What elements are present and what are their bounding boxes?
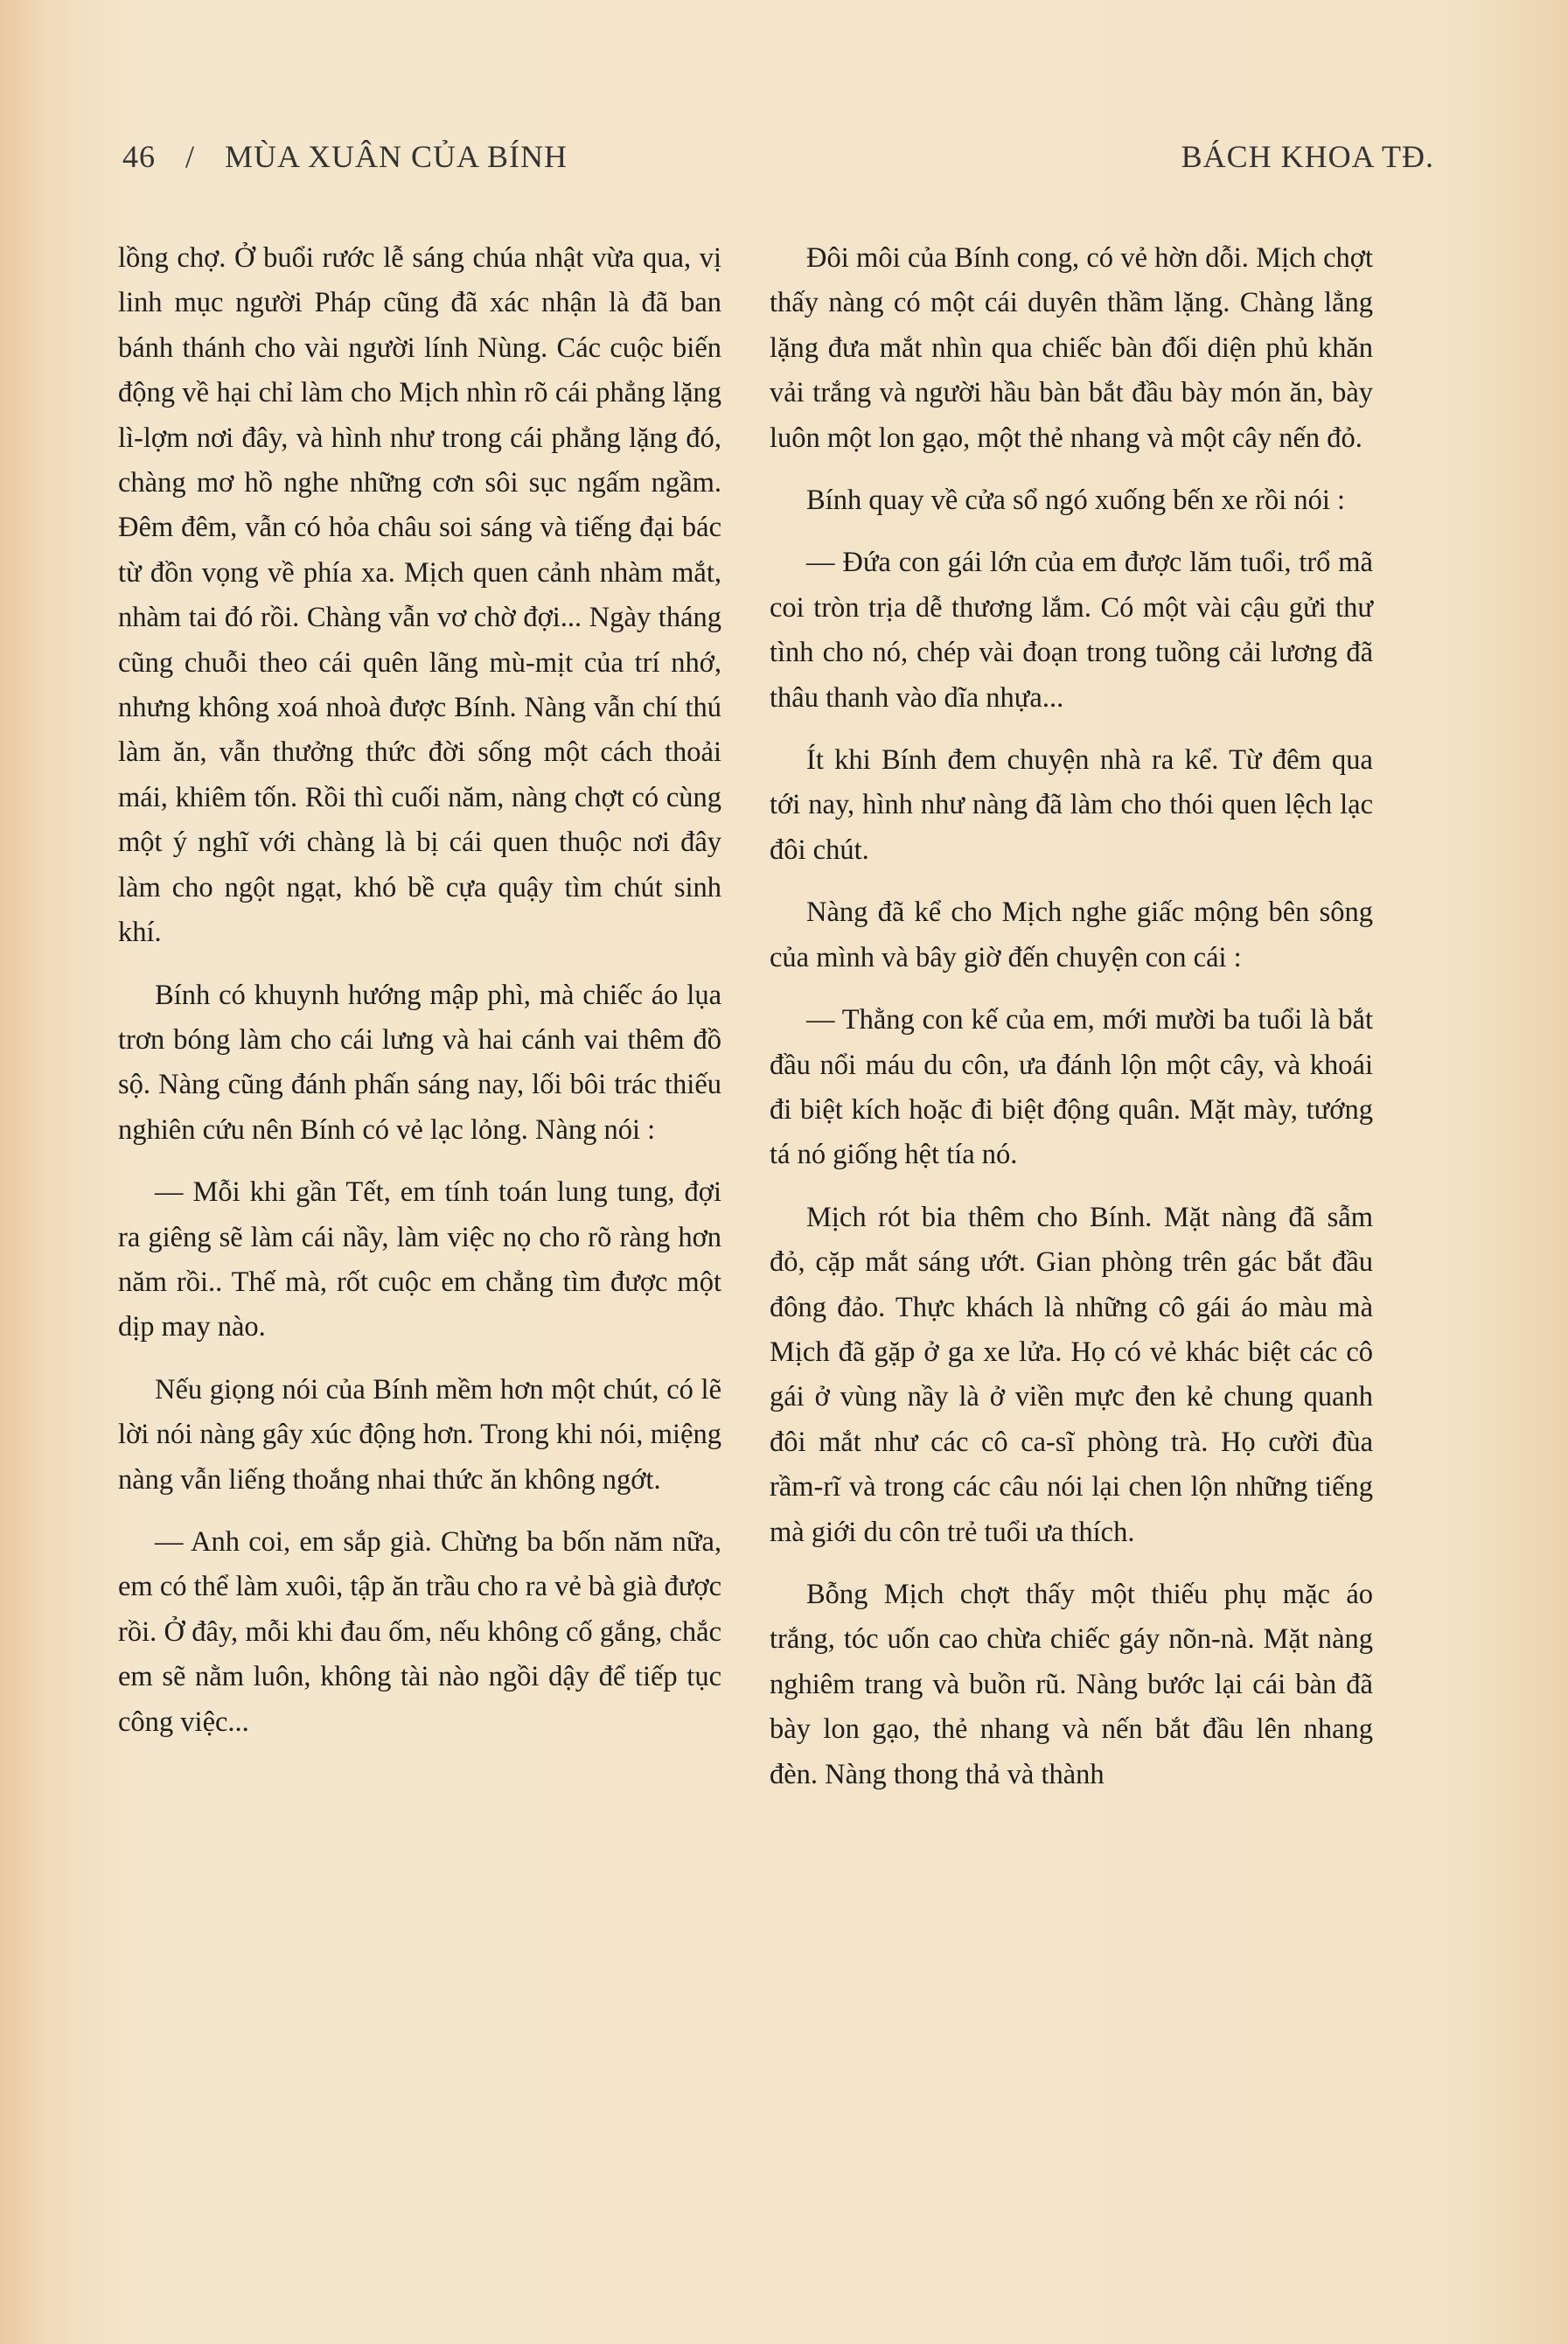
dialogue-paragraph: — Thằng con kế của em, mới mười ba tuổi là bắt đầu nổi máu du côn, ưa đánh lộn một cây, và khoái đi biệt kích hoặc đi biệt động quân. Mặt mày, tướng tá nó giống hệt tía nó.	[770, 1004, 1373, 1171]
left-column	[118, 236, 721, 1762]
paragraph: Nếu giọng nói của Bính mềm hơn một chút, có lẽ lời nói nàng gây xúc động hơn. Trong khi nói, miệng nàng vẫn liếng thoắng nhai thức ăn không ngớt.	[118, 1373, 721, 1496]
dialogue-paragraph: — Mỗi khi gần Tết, em tính toán lung tung, đợi ra giêng sẽ làm cái nầy, làm việc nọ cho rõ ràng hơn năm rồi.. Thế mà, rốt cuộc em chẳng tìm được một dịp may nào.	[118, 1176, 721, 1343]
paragraph: lồng chợ. Ở buổi rước lễ sáng chúa nhật vừa qua, vị linh mục người Pháp cũng đã xác nhận là đã ban bánh thánh cho vài người lính Nùng. Các cuộc biến động về hại chỉ làm cho Mịch nhìn rõ cái phẳng lặng lì-lợm nơi đây, và hình như trong cái phẳng lặng đó, chàng mơ hồ nghe những cơn sôi sục ngấm ngầm. Đêm đêm, vẫn có hỏa châu soi sáng và tiếng đại bác từ đồn vọng về phía xa. Mịch quen cảnh nhàm mắt, nhàm tai đó rồi. Chàng vẫn vơ chờ đợi... Ngày tháng cũng chuỗi theo cái quên lãng mù-mịt của trí nhớ, nhưng không xoá nhoà được Bính. Nàng vẫn chí thú làm ăn, vẫn thưởng thức đời sống một cách thoải mái, khiêm tốn. Rồi thì cuối năm, nàng chợt có cùng một ý nghĩ với chàng là bị cái quen thuộc nơi đây làm cho ngột ngạt, khó bề cựa quậy tìm chút sinh khí.	[118, 242, 721, 949]
dialogue-paragraph: — Anh coi, em sắp già. Chừng ba bốn năm nữa, em có thể làm xuôi, tập ăn trầu cho ra vẻ bà già được rồi. Ở đây, mỗi khi đau ốm, nếu không cố gắng, chắc em sẽ nằm luôn, không tài nào ngồi dậy để tiếp tục công việc...	[118, 1525, 721, 1738]
paragraph: Nàng đã kể cho Mịch nghe giấc mộng bên sông của mình và bây giờ đến chuyện con cái :	[770, 896, 1373, 973]
right-column	[770, 236, 1373, 1815]
magazine-name: BÁCH KHOA TĐ.	[1181, 139, 1434, 174]
header-separator: /	[185, 139, 196, 174]
paragraph: Ít khi Bính đem chuyện nhà ra kể. Từ đêm qua tới nay, hình như nàng đã làm cho thói quen lệch lạc đôi chút.	[770, 744, 1373, 866]
header-left	[122, 138, 589, 175]
paragraph: Bỗng Mịch chợt thấy một thiếu phụ mặc áo trắng, tóc uốn cao chừa chiếc gáy nõn-nà. Mặt nàng nghiêm trang và buồn rũ. Nàng bước lại cái bàn đã bày lon gạo, thẻ nhang và nến bắt đầu lên nhang đèn. Nàng thong thả và thành	[770, 1578, 1373, 1790]
paragraph: Đôi môi của Bính cong, có vẻ hờn dỗi. Mịch chợt thấy nàng có một cái duyên thầm lặng. Chàng lẳng lặng đưa mắt nhìn qua chiếc bàn đối diện phủ khăn vải trắng và người hầu bàn bắt đầu bày món ăn, bày luôn một lon gạo, một thẻ nhang và một cây nến đỏ.	[770, 242, 1373, 454]
paragraph: Bính có khuynh hướng mập phì, mà chiếc áo lụa trơn bóng làm cho cái lưng và hai cánh vai thêm đồ sộ. Nàng cũng đánh phấn sáng nay, lối bôi trác thiếu nghiên cứu nên Bính có vẻ lạc lỏng. Nàng nói :	[118, 979, 721, 1146]
page-number: 46	[122, 139, 156, 174]
paragraph: Bính quay về cửa sổ ngó xuống bến xe rồi nói :	[806, 485, 1346, 517]
paragraph: Mịch rót bia thêm cho Bính. Mặt nàng đã sẫm đỏ, cặp mắt sáng ướt. Gian phòng trên gác bắt đầu đông đảo. Thực khách là những cô gái áo màu mà Mịch đã gặp ở ga xe lửa. Họ có vẻ khác biệt các cô gái ở vùng nầy là ở viền mực đen kẻ chung quanh đôi mắt như các cô ca-sĩ phòng trà. Họ cười đùa rầm-rĩ và trong các câu nói lại chen lộn những tiếng mà giới du côn trẻ tuổi ưa thích.	[770, 1201, 1373, 1548]
dialogue-paragraph: — Đứa con gái lớn của em được lăm tuổi, trổ mã coi tròn trịa dễ thương lắm. Có một vài cậu gửi thư tình cho nó, chép vài đoạn trong tuồng cải lương đã thâu thanh vào dĩa nhựa...	[770, 547, 1373, 714]
page-header	[122, 138, 1434, 191]
article-title: MÙA XUÂN CỦA BÍNH	[225, 139, 568, 174]
